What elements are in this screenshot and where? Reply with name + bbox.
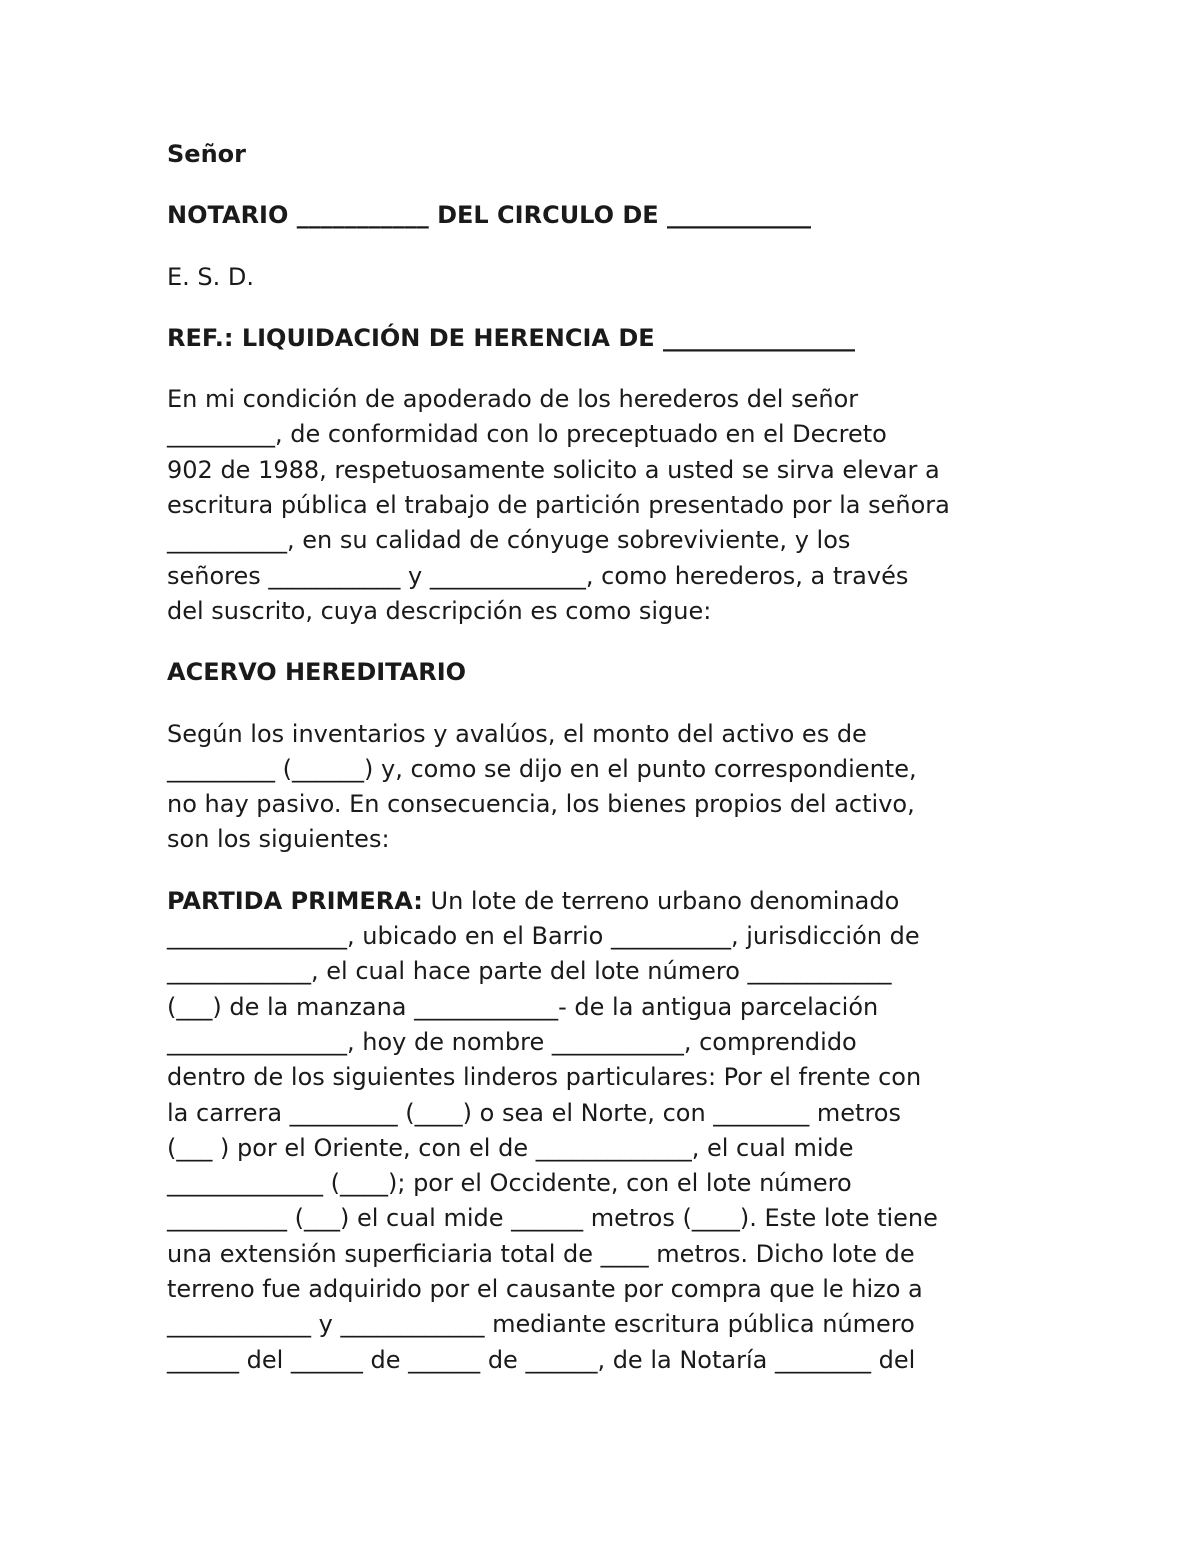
paragraph-line: _________ (______) y, como se dijo en el punto correspondiente, [167,754,917,783]
spacer [167,691,1047,717]
notary-line: NOTARIO ___________ DEL CIRCULO DE ____________ [167,201,812,230]
paragraph-line: (___ ) por el Oriente, con el de _____________, el cual mide [167,1133,854,1162]
paragraph-line: (___) de la manzana ____________- de la antigua parcelación [167,992,879,1021]
paragraph-line: _______________, hoy de nombre ___________, comprendido [167,1027,857,1056]
paragraph-line: Según los inventarios y avalúos, el monto del activo es de [167,719,867,748]
partida-first-line-text: Un lote de terreno urbano denominado [422,886,900,915]
acervo-paragraph [167,717,1047,858]
intro-paragraph [167,382,1047,629]
paragraph-line: __________, en su calidad de cónyuge sobreviviente, y los [167,526,851,555]
paragraph-line: 902 de 1988, respetuosamente solicito a usted se sirva elevar a [167,455,940,484]
spacer [167,172,1047,198]
partida-paragraph [167,884,1047,1378]
spacer [167,234,1047,260]
paragraph-line: dentro de los siguientes linderos particulares: Por el frente con [167,1063,922,1092]
partida-label: PARTIDA PRIMERA: [167,886,423,915]
paragraph-line: señores ___________ y _____________, como herederos, a través [167,561,909,590]
paragraph-line: ______ del ______ de ______ de ______, de la Notaría ________ del [167,1345,916,1374]
paragraph-line: son los siguientes: [167,825,390,854]
document-body [167,137,1047,1378]
paragraph-line: del suscrito, cuya descripción es como sigue: [167,596,712,625]
paragraph-line: ____________ y ____________ mediante escritura pública número [167,1310,915,1339]
paragraph-line: una extensión superficiaria total de ____ metros. Dicho lote de [167,1239,915,1268]
spacer [167,356,1047,382]
paragraph-line: ____________, el cual hace parte del lote número ____________ [167,957,892,986]
esd-line: E. S. D. [167,262,255,291]
section-heading: ACERVO HEREDITARIO [167,658,467,687]
paragraph-line: terreno fue adquirido por el causante por compra que le hizo a [167,1275,923,1304]
paragraph-line: no hay pasivo. En consecuencia, los bienes propios del activo, [167,790,915,819]
spacer [167,858,1047,884]
spacer [167,295,1047,321]
salutation: Señor [167,140,246,168]
paragraph-line: escritura pública el trabajo de partición presentado por la señora [167,491,950,520]
reference-line: REF.: LIQUIDACIÓN DE HERENCIA DE ________________ [167,323,855,352]
paragraph-line: En mi condición de apoderado de los herederos del señor [167,385,859,414]
paragraph-line: _________, de conformidad con lo preceptuado en el Decreto [167,420,887,449]
paragraph-line: _____________ (____); por el Occidente, con el lote número [167,1169,852,1198]
paragraph-line: _______________, ubicado en el Barrio __________, jurisdicción de [167,922,920,951]
spacer [167,629,1047,655]
paragraph-line: __________ (___) el cual mide ______ metros (____). Este lote tiene [167,1204,938,1233]
paragraph-line: la carrera _________ (____) o sea el Norte, con ________ metros [167,1098,901,1127]
paragraph-line [167,884,1047,919]
